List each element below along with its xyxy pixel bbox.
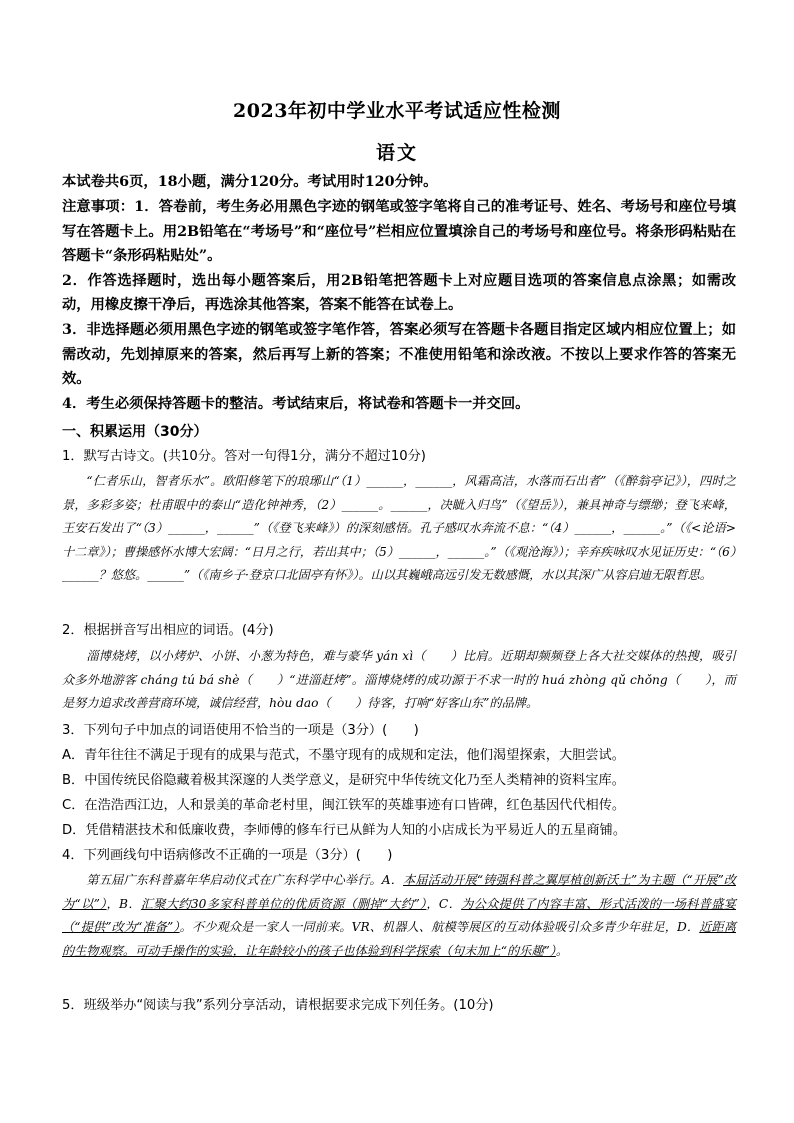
note-3: 3．非选择题必须用黑色字迹的钢笔或签字笔作答，答案必须写在答题卡各题目指定区域内相应位置上；如需改动，先划掉原来的答案，然后再写上新的答案；不准使用铅笔和涂改液。不按以上要求作答的答案无效。	[62, 321, 736, 388]
question-4-passage	[62, 869, 736, 963]
q4-underlined-b: 汇聚大约30多家科普单位的优质资源（删掉“大约”）	[140, 896, 427, 911]
option-d-text: D．凭借精湛技术和低廉收费，李师傅的修车行已从鲜为人知的小店成长为平易近人的五星商铺。	[62, 823, 627, 838]
option-c	[62, 794, 736, 821]
section-heading: 一、积累运用（30分）	[62, 424, 208, 440]
question-1-passage: “仁者乐山，智者乐水”。欧阳修笔下的琅琊山“（1）______，______，风霜高洁，水落而石出者”（《醉翁亭记》），四时之景，多彩多姿；杜甫眼中的泰山“造化钟神秀，（2）______。______，决眦入归鸟”（《望岳》），兼具神奇与缥缈；登飞来峰，王安石发出了“（3）______，______”（《登飞来峰》）的深刻感悟。孔子感叹水奔流不息：“（4）______，______。”（《<论语>十二章》）；曹操感怀水博大宏阔：“日月之行，若出其中；（5）______，______。”（《观沧海》）；辛弃疾咏叹水见证历史：“（6）______？悠悠。______”（《南乡子·登京口北固亭有怀》）。山以其巍峨高远引发无数感慨，水以其深广从容启迪无限哲思。	[62, 474, 736, 583]
question-3-stem: 3．下列句子中加点的词语使用不恰当的一项是（3分）( )	[62, 723, 419, 738]
q4-text-3: ，C．	[426, 896, 462, 911]
question-1-stem: 1．默写古诗文。(共10分。答对一句得1分，满分不超过10分)	[62, 449, 426, 464]
q4-underlined-d: 近距离的生物观察。可动手操作的实验，让年龄较小的孩子也体验到科学探索（句末加上“的乐趣”）	[62, 920, 737, 958]
q4-text-1: 第五届广东科普嘉年华启动仪式在广东科学中心举行。A．	[86, 873, 404, 887]
option-b	[62, 769, 736, 796]
subject-title: 语文	[375, 142, 418, 164]
question-5-stem: 5．班级举办“阅读与我”系列分享活动，请根据要求完成下列任务。(10分)	[62, 998, 494, 1013]
note-2: 2．作答选择题时，选出每小题答案后，用2B铅笔把答题卡上对应题目选项的答案信息点涂黑；如需改动，用橡皮擦干净后，再选涂其他答案，答案不能答在试卷上。	[62, 272, 736, 314]
q4-underlined-c: 为公众提供了内容丰富、形式活泼的一场科普盛宴（“提供”改为“准备”）	[62, 896, 736, 935]
option-a	[62, 744, 736, 771]
q4-text-5: 。	[555, 943, 569, 958]
note-4: 4．考生必须保持答题卡的整洁。考试结束后，将试卷和答题卡一并交回。	[62, 395, 530, 412]
q4-text-2: ，B．	[106, 896, 141, 911]
page-title: 2023年初中学业水平考试适应性检测	[233, 100, 561, 122]
question-2-passage: 淄博烧烤，以小烤炉、小饼、小葱为特色，难与豪华 yán xì（ ）比肩。近期却频频登上各大社交媒体的热搜，吸引众多外地游客 cháng tú bá shè（ ）“进淄赶烤”。淄博烧烤的成功源于不求一时的 huá zhòng qǔ chǒng（ ），而是努力追求改善营商环境，诚信经营，hòu dao（ ）待客，打响“好客山东”的品牌。	[62, 649, 736, 711]
q4-text-4: 。不少观众是一家人一同前来。VR、机器人、航模等展区的互动体验吸引众多青少年驻足，D．	[179, 920, 700, 935]
exam-intro: 本试卷共6页，18小题，满分120分。考试用时120分钟。	[62, 174, 438, 190]
question-4-stem: 4．下列画线句中语病修改不正确的一项是（3分）( )	[62, 848, 393, 863]
option-d	[62, 819, 736, 846]
q4-underlined-a: 本届活动开展“铸强科普之翼厚植创新沃土”为主题（“开展”改为“以”）	[62, 873, 736, 911]
question-2-stem: 2．根据拼音写出相应的词语。(4分)	[62, 623, 274, 638]
option-a-text: A．青年往往不满足于现有的成果与范式，不墨守现有的成规和定法，他们渴望探索，大胆尝试。	[62, 748, 625, 763]
option-c-text: C．在浩浩西江边，人和景美的革命老村里，闽江铁军的英雄事迹有口皆碑，红色基因代代相传。	[62, 798, 626, 813]
note-1: 注意事项：1．答卷前，考生务必用黑色字迹的钢笔或签字笔将自己的准考证号、姓名、考场号和座位号填写在答题卡上。用2B铅笔在“考场号”和“座位号”栏相应位置填涂自己的考场号和座位号。将条形码粘贴在答题卡“条形码粘贴处”。	[62, 199, 736, 265]
option-b-text: B．中国传统民俗隐藏着极其深邃的人类学意义，是研究中华传统文化乃至人类精神的资料宝库。	[62, 773, 625, 788]
exam-notes	[62, 195, 736, 416]
